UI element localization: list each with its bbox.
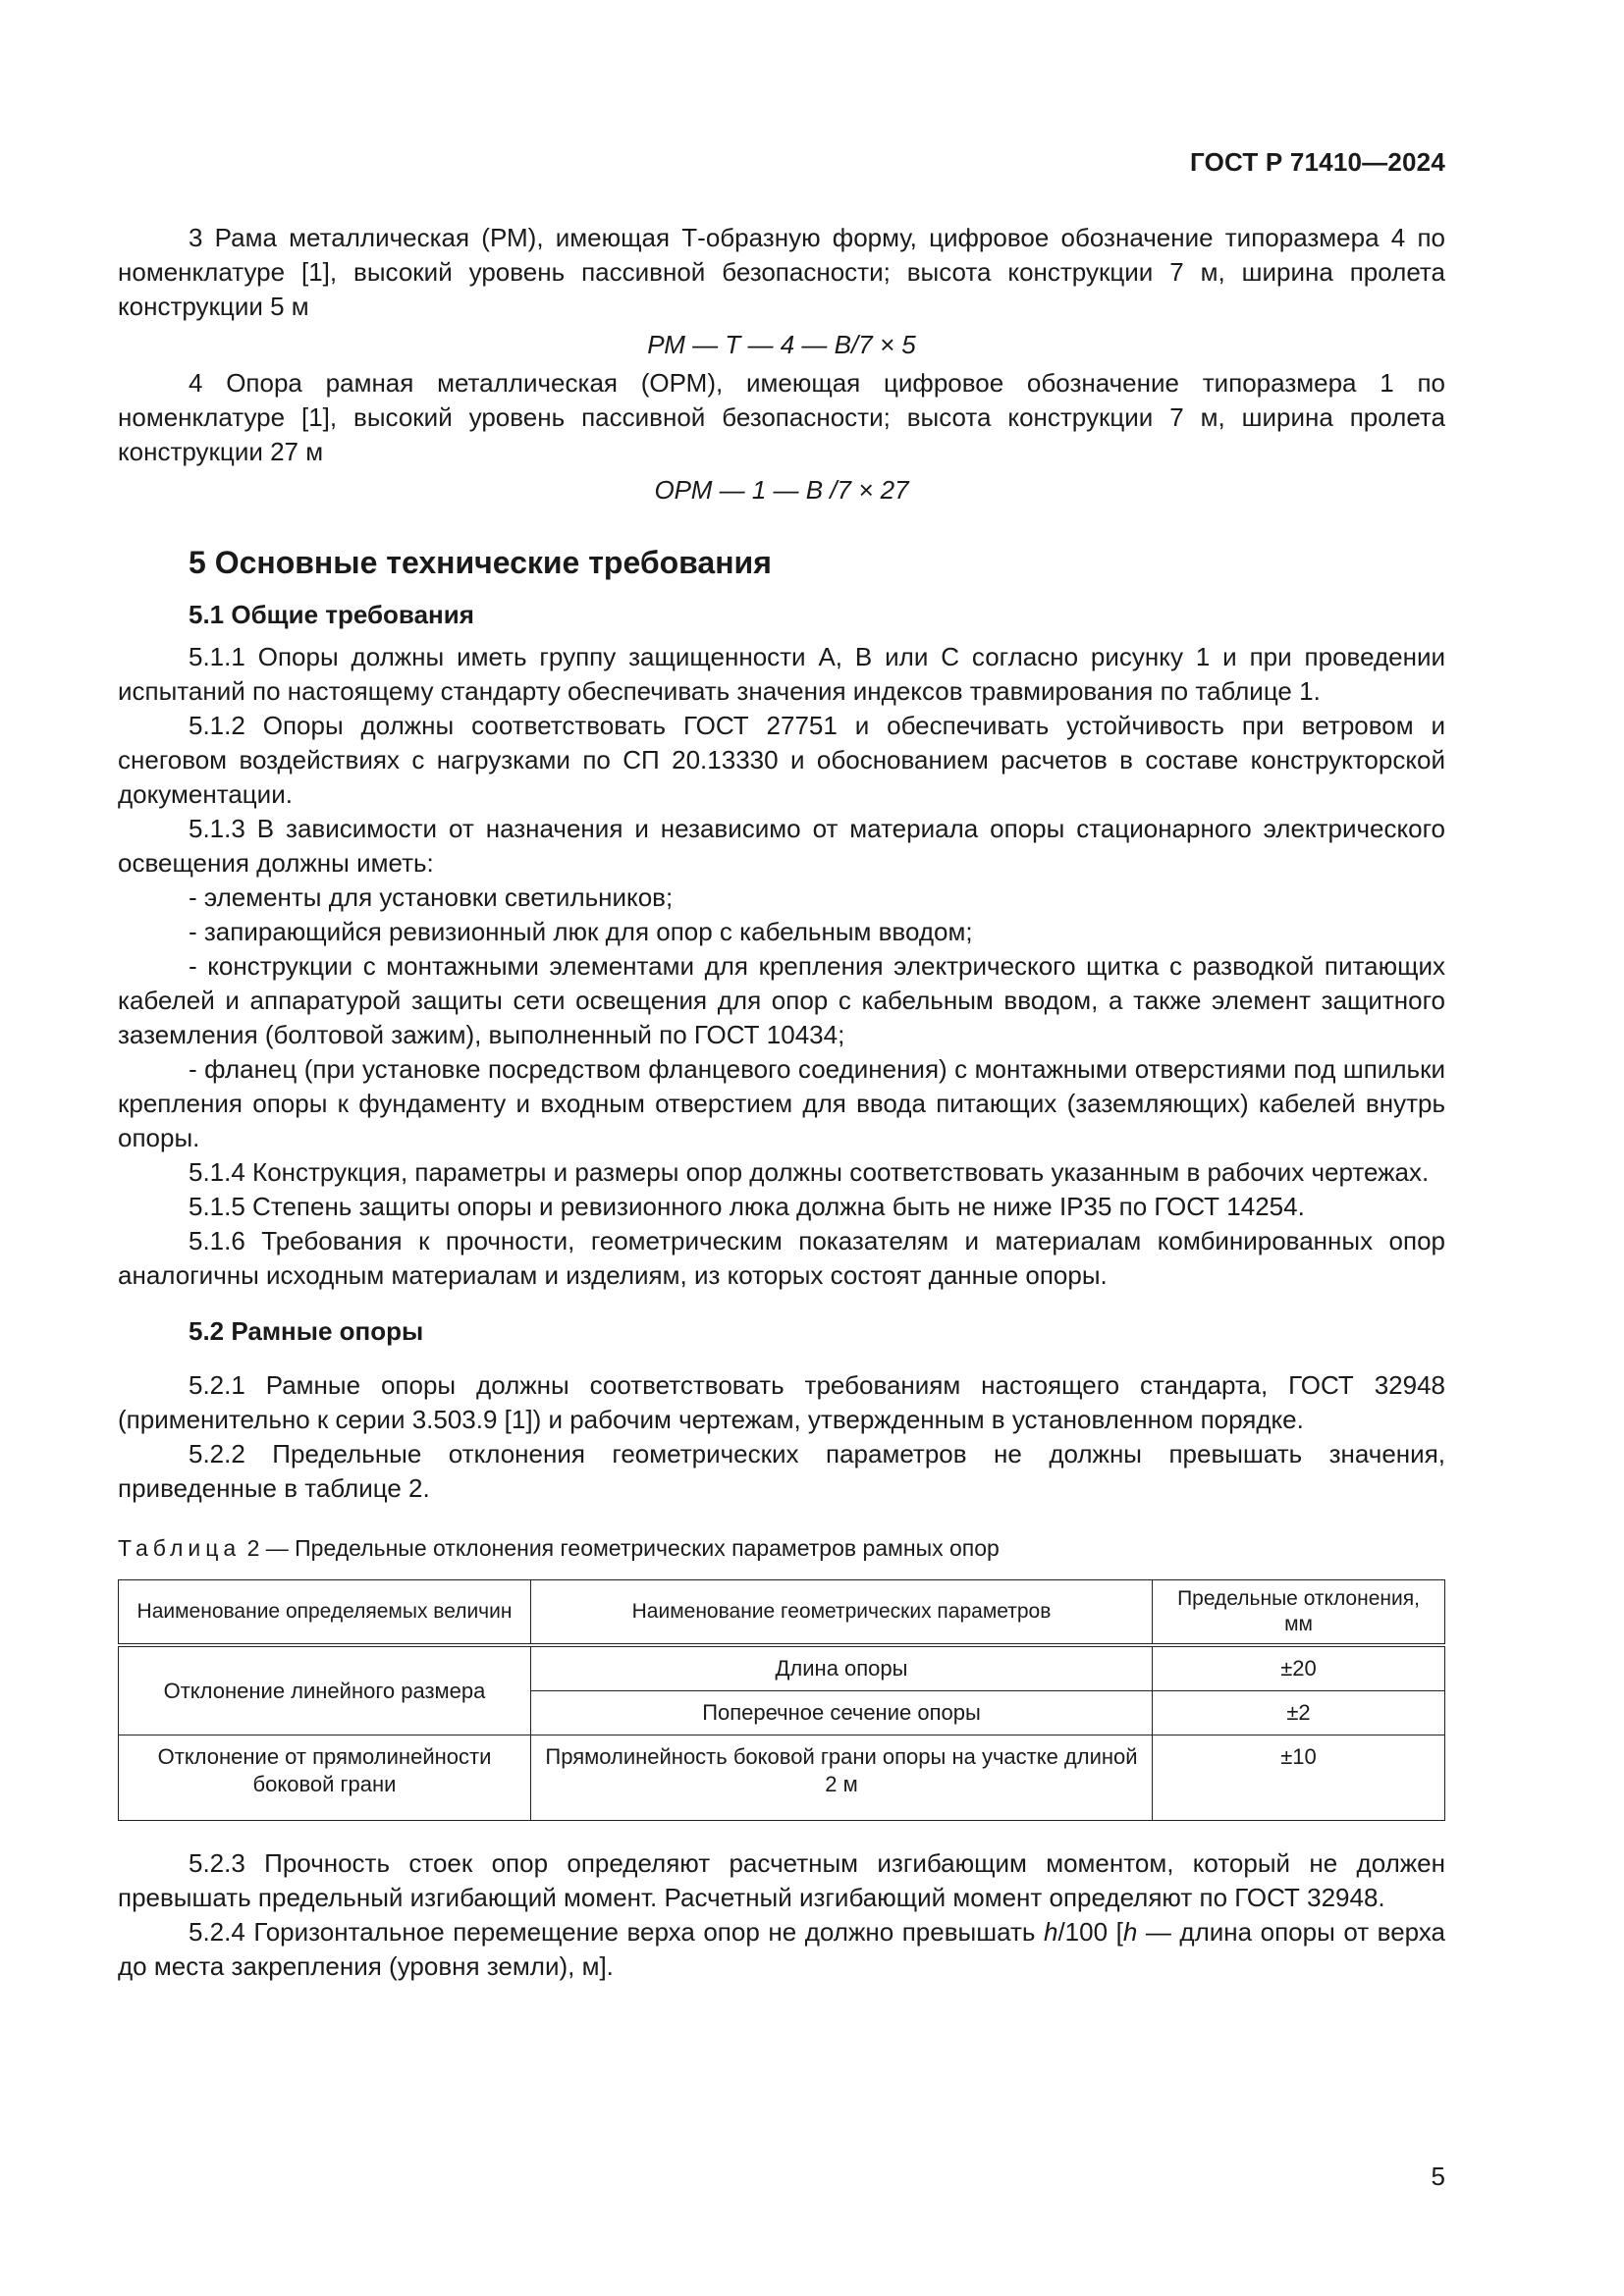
- table-cell-param: Поперечное сечение опоры: [531, 1691, 1153, 1735]
- clause-5-2-2: 5.2.2 Предельные отклонения геометрических параметров не должны превышать значения, приведенные в таблице 2.: [118, 1439, 1445, 1503]
- table-header-cell: Наименование геометрических параметров: [531, 1580, 1153, 1646]
- table-cell-value: ±20: [1153, 1645, 1445, 1691]
- clause-5-1-5: 5.1.5 Степень защиты опоры и ревизионного люка должна быть не ниже IP35 по ГОСТ 14254.: [189, 1192, 1305, 1221]
- table-row: [119, 1645, 1445, 1691]
- page-content: [118, 221, 1445, 1984]
- example-item-3: 3 Рама металлическая (РМ), имеющая Т-образную форму, цифровое обозначение типоразмера 4 по номенклатуре [1], высокий уровень пассивной безопасности; высота конструкции 7 м, ширина пролета конструкции 5 м: [118, 223, 1445, 321]
- document-code: ГОСТ Р 71410—2024: [1190, 147, 1445, 177]
- table-2-caption: [118, 1531, 1445, 1566]
- clause-5-2-3: 5.2.3 Прочность стоек опор определяют расчетным изгибающим моментом, который не должен превышать предельный изгибающий момент. Расчетный изгибающий момент определяют по ГОСТ 32948.: [118, 1848, 1445, 1912]
- section-5-2-title: 5.2 Рамные опоры: [189, 1316, 424, 1346]
- table-cell-group: Отклонение от прямолинейности боковой грани: [119, 1735, 531, 1821]
- table-header-cell: Предельные отклонения, мм: [1153, 1580, 1445, 1646]
- clause-text: /100 [: [1057, 1917, 1123, 1947]
- formula-3: РМ — Т — 4 — В/7 × 5: [647, 330, 916, 359]
- table-header-row: [119, 1580, 1445, 1646]
- page-number: 5: [1431, 2162, 1445, 2191]
- section-5-1-title: 5.1 Общие требования: [189, 600, 474, 629]
- table-header-cell: Наименование определяемых величин: [119, 1580, 531, 1646]
- section-5-title: 5 Основные технические требования: [189, 545, 772, 580]
- list-item: - элементы для установки светильников;: [189, 882, 674, 912]
- list-item: - фланец (при установке посредством фланцевого соединения) с монтажными отверстиями под шпильки крепления опоры к фундаменту и входным отверстием для ввода питающих (заземляющих) кабелей внутрь опоры.: [118, 1054, 1445, 1152]
- clause-5-2-1: 5.2.1 Рамные опоры должны соответствовать требованиям настоящего стандарта, ГОСТ 32948 (применительно к серии 3.503.9 [1]) и рабочим чертежам, утвержденным в установленном порядке.: [118, 1370, 1445, 1434]
- table-cell-value: ±10: [1153, 1735, 1445, 1821]
- clause-text: 5.2.4 Горизонтальное перемещение верха опор не должно превышать: [189, 1917, 1044, 1947]
- clause-5-2-4: [118, 1915, 1445, 1984]
- variable-h: h: [1122, 1917, 1138, 1947]
- table-cell-param: Прямолинейность боковой грани опоры на участке длиной 2 м: [531, 1735, 1153, 1821]
- clause-5-1-2: 5.1.2 Опоры должны соответствовать ГОСТ 27751 и обеспечивать устойчивость при ветровом и снеговом воздействиях с нагрузками по СП 20.13330 и обоснованием расчетов в составе конструкторской документации.: [118, 711, 1445, 809]
- list-item: - конструкции с монтажными элементами для крепления электрического щитка с разводкой питающих кабелей и аппаратурой защиты сети освещения для опор с кабельным вводом, а также элемент защитного заземления (болтовой зажим), выполненный по ГОСТ 10434;: [118, 951, 1445, 1049]
- table-caption-word: Таблица: [118, 1535, 242, 1561]
- clause-5-1-6: 5.1.6 Требования к прочности, геометрическим показателям и материалам комбинированных опор аналогичны исходным материалам и изделиям, из которых состоят данные опоры.: [118, 1226, 1445, 1290]
- clause-5-1-4: 5.1.4 Конструкция, параметры и размеры опор должны соответствовать указанным в рабочих чертежах.: [189, 1157, 1430, 1187]
- table-row: [119, 1735, 1445, 1821]
- table-cell-value: ±2: [1153, 1691, 1445, 1735]
- clause-text: — длина опоры от верха до места закрепления (уровня земли), м].: [118, 1917, 1445, 1981]
- table-2: [118, 1579, 1445, 1821]
- example-item-4: 4 Опора рамная металлическая (ОРМ), имеющая цифровое обозначение типоразмера 1 по номенклатуре [1], высокий уровень пассивной безопасности; высота конструкции 7 м, ширина пролета конструкции 27 м: [118, 368, 1445, 466]
- list-item: - запирающийся ревизионный люк для опор с кабельным вводом;: [189, 917, 973, 946]
- table-caption-text: 2 — Предельные отклонения геометрических параметров рамных опор: [241, 1535, 1000, 1561]
- table-cell-group: Отклонение линейного размера: [119, 1645, 531, 1735]
- clause-5-1-3: 5.1.3 В зависимости от назначения и независимо от материала опоры стационарного электрического освещения должны иметь:: [118, 814, 1445, 878]
- table-cell-param: Длина опоры: [531, 1645, 1153, 1691]
- variable-h: h: [1043, 1917, 1058, 1947]
- formula-4: ОРМ — 1 — В /7 × 27: [654, 475, 909, 505]
- clause-5-1-1: 5.1.1 Опоры должны иметь группу защищенности А, В или С согласно рисунку 1 и при проведении испытаний по настоящему стандарту обеспечивать значения индексов травмирования по таблице 1.: [118, 642, 1445, 706]
